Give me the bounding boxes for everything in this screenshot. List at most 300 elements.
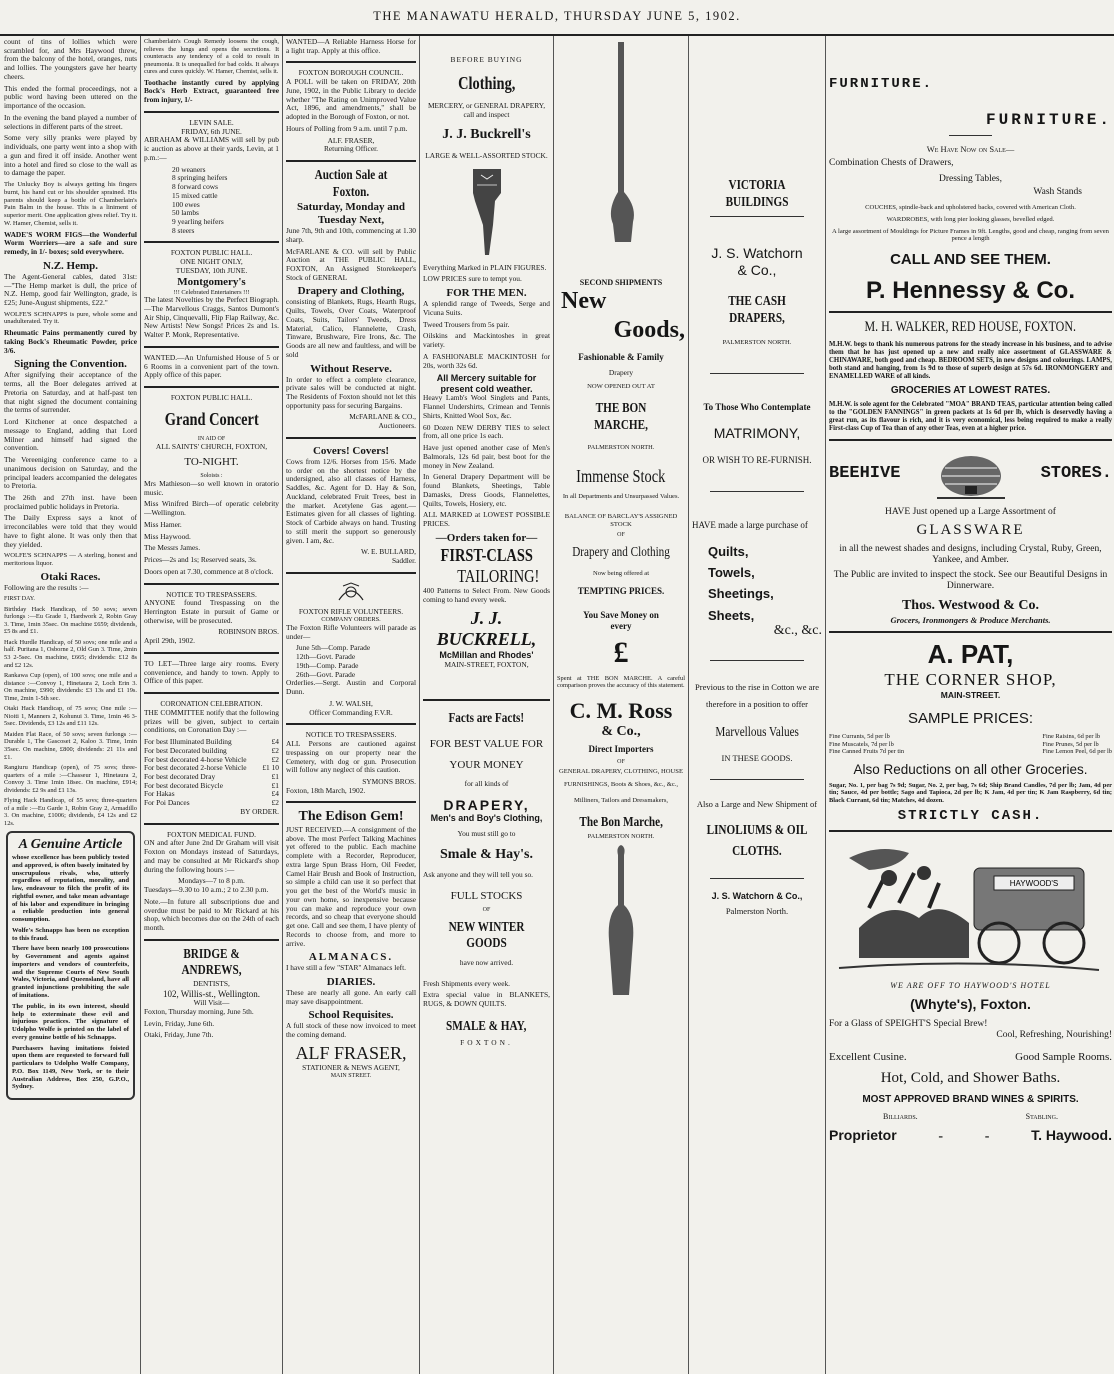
column-rule	[419, 36, 420, 1374]
ad-text: YOUR MONEY	[449, 758, 524, 771]
prize-amount: £4	[271, 789, 279, 799]
list-item: 8 forward cows	[172, 182, 218, 192]
ad-text: BALANCE OF BARCLAY'S ASSIGNED STOCK	[564, 512, 678, 528]
ad-heading: Thos. Westwood & Co.	[901, 598, 1040, 614]
ad-heading: FOXTON PUBLIC HALL.	[170, 248, 253, 258]
ad-text: Levin, Friday, June 6th.	[144, 1018, 215, 1028]
ad-subheading: COMPANY ORDERS.	[321, 616, 381, 624]
ad-subheading: every	[610, 620, 632, 631]
article-text: The Daily Express says a knot of irreconcilables were told that they would have to fight alone. It was only then that they yielded.	[4, 513, 137, 549]
divider	[144, 583, 279, 585]
race-result: Rangiuru Handicap (open), of 75 sovs; three-quarters of a mile :—Chasseur 1, Hinetaura 2, Convoy 3. Time 1min 18sec. On machine, £914; dividends: £2 9s and £1 13s.	[4, 764, 137, 794]
ad-text: FOXTON.	[460, 1038, 513, 1048]
divider	[710, 216, 804, 217]
ad-heading: CORONATION CELEBRATION.	[160, 699, 263, 709]
ad-heading: NOTICE TO TRESPASSERS.	[305, 730, 397, 740]
list-item: 15 mixed cattle	[172, 190, 218, 200]
ad-text: have now arrived.	[459, 957, 514, 967]
divider	[829, 830, 1112, 832]
divider	[710, 660, 804, 661]
ad-heading	[286, 168, 416, 201]
ad-text: Chamberlain's Cough Remedy loosens the cough, relieves the lungs and opens the secretions. It counteracts any tendency of a cold to result in pneumonia. It is unequalled for bad colds. It always cures and cures quickly. W. Hamer, Chemist, sells it.	[144, 38, 279, 76]
facts-heading: Facts are Facts!	[448, 711, 525, 727]
ad-heading: J. S. Watchorn	[711, 245, 803, 262]
ad-subheading: Direct Importers	[588, 744, 654, 755]
ad-heading	[423, 920, 550, 953]
divider	[829, 439, 1112, 441]
feature: Billiards.	[883, 1111, 918, 1121]
ad-heading: Goods,	[613, 316, 685, 343]
column-5	[557, 38, 685, 1372]
ad-text: PALMERSTON NORTH.	[587, 833, 655, 841]
ad-heading	[829, 319, 1112, 337]
ad-text: Miss Winifred Birch—of operatic celebrity—Wellington.	[144, 499, 279, 518]
ad-text: FOR BEST VALUE FOR	[429, 738, 544, 750]
ad-text: 60 Dozen NEW DERBY TIES to select from, all one price 1s each.	[423, 422, 550, 441]
ad-text: Previous to the rise in Cotton we are therefore in a position to offer	[695, 681, 819, 709]
ad-signature: ALF. FRASER,	[327, 135, 375, 145]
ad-text: JUST RECEIVED.—A consignment of the above. The most Perfect Talking Machines yet offered to the public. Each machine complete with a Recorder, Reproducer, extra large Spun Brass Horn, Oil Feeder, Camel Hair Brush and Book of Instruction, so simple a child can use it so perfect that you get the best of the World's music in your own home, so inexpensive because you can make and reproduce your own records, and so cheap that everyone should get one. Call and see them, I have plenty of Records to choose from, and more to arrive.	[286, 825, 416, 948]
ad-text: The latest Novelties by the Perfect Biograph.—The Marvellous Craggs, Santos Dumont's Air Ship, Cinquevalli, Flip Flap Railway, &c. New Artists! New Songs! Prices 2s and 1s. Walter P. Monk, Representative.	[144, 295, 279, 340]
ad-text: Sugar, No. 1, per bag 7s 9d; Sugar, No. 2, per bag, 7s 6d; Ship Brand Candles, 7d per lb; Jam, 4d per tin; Sauce, 4d per bottle; Sago and Tapioca, 2d per lb; K Jam, 4d per tin; K Jam Raspberry, 6d tin; Black Currant, 6d tin; Matches, 4d dozen.	[829, 781, 1112, 805]
ad-text: You must still go to	[457, 828, 516, 838]
ad-subheading: ONE NIGHT ONLY,	[180, 257, 243, 267]
ad-subheading: Grocers, Ironmongers & Produce Merchants.	[890, 614, 1051, 625]
ad-text: Toothache instantly cured by applying Bock's Herb Extract, guaranteed free from injury, 1/-	[144, 77, 279, 105]
pointing-hand-icon	[467, 165, 507, 260]
ad-heading: Smale & Hay's.	[440, 846, 533, 862]
masthead-text: THE MANAWATU HERALD, THURSDAY JUNE 5, 1902.	[373, 9, 741, 23]
ad-heading: LEVIN SALE.	[189, 117, 234, 127]
ad-heading	[557, 466, 685, 487]
list-item: 26th—Govt. Parade	[296, 669, 356, 679]
ad-text: ABRAHAM & WILLIAMS will sell by pub ic auction as above at their yards, Levin, at 1 p.m.:—	[144, 135, 279, 162]
ad-text: THE COMMITTEE notify that the following prizes will be given, subject to certain conditions, on Coronation Day :—	[144, 707, 279, 735]
ad-heading: SAMPLE PRICES:	[907, 709, 1034, 727]
ad-text: Miss Hamer.	[144, 519, 182, 529]
article-text: The Agent-General cables, dated 31st:—"The Hemp market is dull, the price of N.Z. Hemp, good fair Wellington, grade, is £25; June-August shipments, £22."	[4, 271, 137, 307]
ad-text: Mrs Mathieson—so well known in oratorio music.	[144, 478, 279, 497]
ad-text: WOLFE'S SCHNAPPS is pure, whole some and unadulterated. Try it.	[4, 310, 137, 326]
divider	[710, 878, 804, 879]
prize-label: For Hakas	[144, 789, 175, 799]
immense-stock-heading: Immense Stock	[576, 465, 666, 486]
ad-text: A large assortment of Mouldings for Picture Frames in 9ft. Lengths, good and cheap, ranging from seven pence a length	[832, 227, 1109, 243]
article-text: Lord Kitchener at once despatched a message to England, adding that Lord Milner and himself had signed the convention.	[4, 417, 137, 453]
ad-heading	[423, 73, 550, 94]
column-rule	[553, 36, 554, 1374]
ad-text: Otaki, Friday, June 7th.	[144, 1030, 214, 1040]
ad-signature: ROBINSON BROS.	[218, 627, 279, 637]
ad-text: The Unlucky Boy is always getting his fingers burnt, his hand cut or his shoulder sprained. His parents should keep a bottle of Chamberlain's Pain Balm in the house. This is a liniment of superior merit. One application gives relief. Try it. W. Hamer, Chemist, sells it.	[4, 181, 137, 227]
ad-subheading: Without Reserve.	[310, 362, 392, 375]
tailoring-heading: TAILORING!	[457, 565, 540, 586]
ad-text: Spent at THE BON MARCHE. A careful comparison proves the accuracy of this statement.	[557, 674, 685, 690]
hotel-features	[829, 1051, 1112, 1064]
price-item: Fine Currants, 5d per lb	[829, 733, 890, 741]
ad-text: June 7th, 9th and 10th, commencing at 1.30 sharp.	[286, 226, 416, 244]
ad-text: PALMERSTON NORTH.	[587, 444, 655, 452]
ad-text: Note.—In future all subscriptions due and overdue must be paid to Mr Rickard at his shop, which becomes due on the 24th of each month.	[144, 896, 279, 933]
ad-text: WANTED.—An Unfurnished House of 5 or 6 Rooms in a convenient part of the town. Apply office of this paper.	[144, 352, 279, 380]
ad-text: consisting of Blankets, Rugs, Hearth Rugs, Quilts, Towels, Over Coats, Waterproof Coats, Suits, Tailors' Tweeds, Dress Material, Calico, Flannelette, Crash, Tinware, Brushware, Fire Irons, &c. The Goods are all new and faultless, and will be sold	[286, 297, 416, 359]
ad-text: In General Drapery Department will be found Blankets, Sheetings, Table Damasks, Dress Goods, Flannelettes, Quilts, Towels, Hosiery, etc.	[423, 472, 550, 508]
ad-text: The Foxton Rifle Volunteers will parade as under—	[286, 623, 416, 641]
masthead	[0, 0, 1114, 36]
race-result: Maiden Flat Race, of 50 sovs; seven furlongs :—Durable 1, The Gascoset 2, Kaloo 3. Time, 1min 35sec. On machine, £800; dividends: 21 11s and £1.	[4, 730, 137, 761]
ad-text: Oilskins and Mackintoshes in great variety.	[423, 331, 550, 350]
proprietor-label: Proprietor	[829, 1127, 897, 1144]
column-1	[4, 38, 137, 1372]
column-rule	[140, 36, 141, 1374]
smale-hay-heading: SMALE & HAY,	[446, 1018, 527, 1034]
proprietor-line	[829, 1127, 1112, 1146]
ad-subheading: ALMANACS.	[308, 951, 394, 964]
feature: Stabling.	[1025, 1111, 1058, 1121]
prize-label: For best decorated Dray	[144, 772, 216, 781]
pound-sign-icon: £	[613, 636, 629, 670]
ad-date: Foxton, 18th March, 1902.	[286, 785, 366, 795]
ad-text: Tuesdays—9.30 to 10 a.m.; 2 to 2.30 p.m.	[144, 885, 269, 895]
ad-subheading: TUESDAY, 10th JUNE.	[175, 265, 248, 275]
prize-amount: £2	[271, 754, 279, 764]
ad-text: The Messrs James.	[144, 543, 201, 553]
ad-heading: &c., &c.	[773, 623, 822, 639]
ad-heading	[144, 409, 279, 430]
ad-text: M.H.W. is sole agent for the Celebrated "MOA" BRAND TEAS, particular attention being called to the "GOLDEN FANNINGS" in green packets at 1s 6d per lb, which is deservedly having a great run, as its flavour is rich, and it is very economical, less being required to make a really First-class Cup of Tea than of any other Teas, even at a higher price.	[829, 400, 1112, 432]
ad-text: Miss Haywood.	[144, 531, 191, 541]
ad-text: McFARLANE & CO. will sell by Public Auction at THE PUBLIC HALL, FOXTON, An Assigned Storekeeper's Stock of GENERAL	[286, 246, 416, 282]
ad-text: WANTED—A Reliable Harness Horse for a light trap. Apply at this office.	[286, 38, 416, 55]
list-item: 8 steers	[172, 225, 195, 235]
race-result: Birthday Hack Handicap, of 50 sovs; seven furlongs :—Eu Grade 1, Hardwork 2, Robin Gray 3. Time, 1min 35sec. On machine £659; dividends, £5 8s and £1.	[4, 605, 137, 636]
divider	[144, 939, 279, 941]
ad-text: Orderlies.—Sergt. Austin and Corporal Dunn.	[286, 678, 416, 697]
cash-drapers-heading: THE CASH DRAPERS,	[728, 294, 786, 326]
sample-prices	[829, 733, 1112, 756]
ad-text: Mondays—7 to 8 p.m.	[178, 876, 245, 886]
ad-text: MAIN STREET.	[330, 1072, 372, 1079]
prize-label: For Poi Dances	[144, 798, 190, 808]
ad-heading: DRAPERY,	[443, 796, 530, 813]
section-heading: N.Z. Hemp.	[43, 259, 98, 272]
race-result: Flying Hack Handicap, of 55 sovs; three-quarters of a mile :—Eu Garde 1, Robin Gray 2, Armadillo 3. On machine, £1006; dividends, £4 12s and £2 12s.	[4, 797, 137, 827]
pointing-hand-icon	[601, 845, 641, 995]
ad-heading	[423, 1019, 550, 1036]
prize-amount: £1	[271, 780, 279, 790]
ad-text: FULL STOCKS	[450, 889, 523, 902]
ad-heading: New	[561, 288, 607, 315]
coach-illustration-icon	[829, 838, 1112, 988]
ad-text: A full stock of these now invoiced to meet the coming demand.	[286, 1021, 416, 1040]
column-rule	[825, 36, 826, 1374]
ad-text: OF	[617, 532, 625, 539]
feature: Good Sample Rooms.	[1015, 1051, 1112, 1064]
ad-text: The public, in its own interest, should help to exterminate these evil and injurious practices. The signature of Udolpho Wolfe is printed on the label of every genuine bottle of his Schnapps.	[12, 1002, 129, 1041]
price-item: Fine Muscatels, 7d per lb	[829, 740, 894, 748]
price-item: Fine Raisins, 6d per lb	[1042, 733, 1101, 741]
ad-heading: FOXTON MEDICAL FUND.	[167, 829, 256, 839]
divider	[144, 241, 279, 243]
section-heading: Signing the Convention.	[14, 358, 127, 371]
coach-sign: HAYWOOD'S	[1009, 879, 1059, 889]
ad-text: Prices—2s and 1s; Reserved seats, 3s.	[144, 555, 257, 565]
list-item: 12th—Govt. Parade	[296, 652, 356, 662]
divider	[286, 160, 416, 162]
ad-signature: McFARLANE & CO.,	[349, 412, 416, 422]
column-7	[829, 38, 1112, 1372]
ad-heading	[144, 947, 279, 980]
ad-text: Rheumatic Pains permanently cured by taking Bock's Rheumatic Powder, price 3/6.	[4, 328, 137, 355]
clothing-heading: Clothing,	[457, 72, 516, 93]
dentists-name: BRIDGE & ANDREWS,	[181, 946, 242, 979]
genuine-article-ad	[6, 831, 135, 1100]
ad-heading: STRICTLY CASH.	[897, 807, 1044, 824]
divider	[286, 801, 416, 803]
ad-text: SECOND SHIPMENTS	[579, 278, 663, 287]
ad-subheading: Saturday, Monday and Tuesday Next,	[297, 201, 405, 227]
ad-signature: J. W. WALSH,	[329, 698, 373, 708]
ad-heading: A Genuine Article	[18, 837, 123, 853]
ad-text: A POLL will be taken on FRIDAY, 20th June, 1902, in the Public Library to decide whether "The Rating on Unimproved Value Act, 1896, and amendments," shall be adopted in the Borough of Foxton, or not.	[286, 77, 416, 122]
divider	[144, 652, 279, 654]
ad-text: Cows from 12/6. Horses from 15/6. Made to order on the shortest notice by the undersigned, also all classes of Harness, Saddles, &c. Agent for D. Hay & Son, Auckland, celebrated Fruit Trees, best in the market. Acetylene Gas agent.—Estimates given for all classes of lighting. Stock of Carbide always on hand. Trusting to still merit the support so generously given. I am, &c.	[286, 456, 416, 545]
ad-text: Cool, Refreshing, Nourishing!	[996, 1029, 1112, 1040]
prize-amount: £2	[271, 745, 279, 755]
ad-text: MAIN-STREET, FOXTON,	[444, 659, 529, 669]
ad-text: Extra special value in BLANKETS, RUGS, & DOWN QUILTS.	[423, 990, 550, 1009]
ad-text: whose excellence has been publicly tested and approved, is often basely imitated by unscrupulous rivals, who, utterly regardless of reputation, morality, and law, endeavour to filch the profit of its rightful owner, and take mean advantage of his labor and expenditure in bringing a reliable production into general consumption.	[12, 853, 129, 924]
ad-text: Purchasers having imitations foisted upon them are requested to forward full particulars to Udolpho Wolfe Company, P.O. Box 1149, New York, or to their Australian Address, Box 250, G.P.O., Sydney.	[12, 1044, 129, 1091]
ad-subheading: J. S. Watchorn & Co.,	[711, 891, 803, 902]
ad-text: Dressing Tables,	[938, 173, 1002, 184]
ad-heading: FURNITURE.	[985, 110, 1112, 129]
ad-subheading: Drapery and Clothing,	[297, 285, 405, 298]
ad-heading: Also Reductions on all other Groceries.	[853, 762, 1088, 777]
divider	[286, 61, 416, 63]
ad-text: Drapery	[608, 367, 634, 377]
ad-text: 102, Willis-st., Wellington.	[162, 988, 261, 999]
concert-title: Grand Concert	[164, 408, 259, 429]
ad-heading: Quilts,	[708, 543, 749, 559]
separator: -	[984, 1129, 990, 1145]
drapery-clothing-heading: Drapery and Clothing	[572, 545, 670, 561]
ad-subheading: School Requisites.	[308, 1009, 394, 1022]
ad-subheading: MAIN-STREET.	[940, 689, 1001, 700]
prize-label: For best Decorated building	[144, 745, 227, 755]
list-item: June 5th—Comp. Parade	[296, 643, 371, 653]
ad-signature: Officer Commanding F.V.R.	[309, 707, 393, 717]
price-item: Fine Canned Fruits 7d per tin	[829, 748, 905, 756]
ad-heading: FOXTON BOROUGH COUNCIL.	[298, 68, 404, 78]
ad-subheading: FRIDAY, 6th JUNE.	[181, 126, 242, 136]
ad-text: Soloists :	[200, 472, 223, 479]
prize-amount: £2	[271, 798, 279, 808]
ad-text: Combination Chests of Drawers,	[829, 158, 954, 169]
ad-heading: STORES.	[1040, 463, 1112, 483]
ad-text: The Public are invited to inspect the stock. See our Beautiful Designs in Dinnerware.	[833, 570, 1108, 592]
divider	[286, 572, 416, 574]
ad-heading: CALL AND SEE THEM.	[890, 251, 1051, 269]
livestock-list	[144, 166, 279, 236]
ad-heading: A. PAT,	[927, 638, 1014, 669]
ad-subheading: Fashionable & Family	[578, 352, 664, 363]
list-item: 20 weaners	[172, 164, 206, 174]
ad-heading: BEEHIVE	[829, 463, 901, 483]
ad-heading: Sheets,	[708, 607, 755, 623]
ad-signature: Saddler.	[391, 555, 416, 565]
prize-label: For best decorated Bicycle	[144, 780, 224, 790]
first-class-heading: FIRST-CLASS	[440, 544, 533, 565]
ad-heading	[557, 401, 685, 434]
ad-heading: P. Hennessy & Co.	[866, 276, 1075, 304]
ad-heading	[692, 823, 822, 840]
ad-heading: GLASSWARE	[916, 521, 1025, 538]
ad-heading: J. J. Buckrell's	[442, 127, 531, 143]
ad-heading	[692, 844, 822, 861]
pointing-hand-icon	[601, 42, 641, 262]
ad-heading: C. M. Ross	[569, 697, 673, 723]
list-item: 50 lambs	[172, 208, 199, 218]
article-text: After signifying their acceptance of the terms, all the Boer delegates arrived at Pretoria on Saturday, and at half-past ten that night signed the document containing the terms of surrender.	[4, 370, 137, 415]
list-item: 100 ewes	[172, 199, 200, 209]
ad-text: Heavy Lamb's Wool Singlets and Pants, Flannel Undershirts, Crimean and Tennis Shirts, Knitted Wool Sox, &c.	[423, 393, 550, 420]
ad-subheading: STATIONER & NEWS AGENT,	[302, 1063, 400, 1073]
ad-text: A splendid range of Tweeds, Serge and Vicuna Suits.	[423, 299, 550, 317]
ad-text: LOW PRICES sure to tempt you.	[423, 274, 522, 284]
column-3	[286, 38, 416, 1372]
bon-marche-heading-2: The Bon Marche,	[579, 814, 663, 830]
article-text: The Vereeniging conference came to a unanimous decision on Saturday, and the principal leaders accompanied the delegates to Pretoria.	[4, 455, 137, 491]
ad-heading	[557, 545, 685, 562]
ad-text: We Have Now on Sale—	[926, 144, 1015, 155]
ad-heading: Sheetings,	[708, 586, 774, 602]
ad-signature: BY ORDER.	[240, 806, 279, 816]
ad-heading: FOXTON RIFLE VOLUNTEERS.	[298, 606, 404, 616]
auction-title: Auction Sale at Foxton.	[314, 168, 388, 200]
ad-heading: Covers! Covers!	[312, 444, 390, 457]
ad-subheading: TEMPTING PRICES.	[577, 585, 665, 596]
ad-text: Fresh Shipments every week.	[423, 978, 511, 988]
prize-label: For best Illuminated Building	[144, 737, 232, 747]
list-item: 19th—Comp. Parade	[296, 660, 359, 670]
ad-heading: (Whyte's), Foxton.	[910, 996, 1031, 1013]
ad-heading: THE CORNER SHOP,	[884, 669, 1057, 689]
list-item: 9 yearling heifers	[172, 217, 224, 227]
price-item: Fine Prunes, 5d per lb	[1042, 740, 1099, 748]
ad-text: 400 Patterns to Select From. New Goods coming to hand every week.	[423, 586, 550, 604]
ad-heading: J. J. BUCKRELL,	[436, 607, 537, 649]
ad-text: IN THESE GOODS.	[721, 753, 793, 764]
divider	[144, 823, 279, 825]
prize-amount: £1	[271, 772, 279, 781]
race-result: Hack Hurdle Handicap, of 50 sovs; one mile and a half. Puritana 1, Osborne 2, Old Gun 3. Time, 2min 53 2-5sec. On machine, £665; dividends: £12 8s and £2 12s.	[4, 638, 137, 669]
ad-subheading: TO-NIGHT.	[184, 455, 239, 468]
ad-heading: The Edison Gem!	[298, 809, 404, 825]
ad-text: Also a Large and New Shipment of	[696, 799, 818, 810]
ad-heading	[692, 725, 822, 742]
ad-text: LARGE & WELL-ASSORTED STOCK.	[425, 150, 548, 160]
prize-label: For best decorated 4-horse Vehicle	[144, 754, 247, 764]
ad-subheading: You Save Money on	[583, 610, 659, 621]
ad-text: Now being offered at	[592, 569, 650, 577]
victoria-heading: VICTORIA BUILDINGS	[725, 178, 789, 210]
ad-text: Have just opened another case of Men's Balmorals, 12s 6d pair, best boot for the money in New Zealand.	[423, 443, 550, 470]
section-heading: Otaki Races.	[40, 570, 101, 583]
column-6	[692, 38, 822, 1372]
ad-text: OR WISH TO RE-FURNISH.	[702, 454, 812, 465]
column-4	[423, 38, 550, 1372]
bon-marche-heading: THE BON MARCHE,	[594, 401, 648, 433]
ad-text: Wolfe's Schnapps has been no exception to this fraud.	[12, 926, 129, 942]
linoliums-heading: LINOLIUMS & OIL	[706, 823, 808, 839]
feature: Excellent Cusine.	[829, 1051, 907, 1064]
ad-text: ON and after June 2nd Dr Graham will visit Foxton on Mondays instead of Saturdays, and may be consulted at Mr Rickard's shop during the following hours :—	[144, 838, 279, 874]
ad-text: Everything Marked in PLAIN FIGURES.	[423, 262, 547, 272]
ad-text: OF	[482, 906, 491, 913]
ad-heading	[423, 711, 550, 728]
divider	[144, 386, 279, 388]
ad-text: A FASHIONABLE MACKINTOSH for 20s, worth 32s 6d.	[423, 351, 550, 370]
article-text: This ended the formal proceedings, not a public word having been uttered on the importance of the occasion.	[4, 83, 137, 111]
ad-subheading: FOR THE MEN.	[446, 287, 527, 300]
ad-heading: & Co.,	[737, 261, 777, 278]
divider	[144, 111, 279, 113]
divider	[949, 135, 992, 136]
ad-subheading: McMillan and Rhodes'	[439, 650, 534, 661]
article-text: FIRST DAY.	[4, 595, 35, 602]
proprietor-name: T. Haywood.	[1031, 1127, 1112, 1144]
crest-icon	[331, 580, 371, 604]
ad-text: Will Visit—	[193, 998, 230, 1008]
ad-heading: NOTICE TO TRESPASSERS.	[166, 589, 257, 599]
ad-text: There have been nearly 100 prosecutions by Government and agents against importers and vendors of counterfeits, and the Supreme Courts of New South Wales, Victoria, and Queensland, have all granted injunctions prohibiting the sale of imitations.	[12, 945, 129, 999]
ad-subheading: All Mercery suitable for present cold weather.	[436, 373, 537, 394]
ad-heading	[557, 815, 685, 832]
ad-text: MERCERY, or GENERAL DRAPERY, call and inspect	[427, 100, 546, 119]
article-text: The 26th and 27th inst. have been proclaimed public holidays in Pretoria.	[4, 492, 137, 511]
ad-text: ANYONE found Trespassing on the Herrington Estate in pursuit of Game or otherwise, will be prosecuted.	[144, 598, 279, 625]
ad-text: I have still a few "STAR" Almanacs left.	[286, 963, 406, 973]
prize-label: For best decorated 2-horse Vehicle	[144, 763, 247, 773]
ad-subheading: !!! Celebrated Entertainers !!!	[173, 288, 250, 296]
ad-text: For a Glass of SPEIGHT'S Special Brew!	[829, 1018, 988, 1029]
beehive-icon	[931, 448, 1011, 500]
ad-text: ALL MARKED at LOWEST POSSIBLE PRICES.	[423, 510, 550, 529]
ad-subheading: DENTISTS,	[193, 978, 230, 988]
ad-text: TO LET—Three large airy rooms. Every convenience, and handy to town. Apply to Office of this paper.	[144, 658, 279, 686]
divider	[286, 723, 416, 725]
ad-heading	[423, 566, 550, 587]
ad-heading	[692, 178, 822, 211]
ad-signature: Returning Officer.	[323, 144, 379, 154]
ad-date: April 29th, 1902.	[144, 636, 195, 646]
prices-left	[829, 733, 904, 756]
ad-subheading: DIARIES.	[326, 975, 376, 988]
hotel-features	[829, 1112, 1112, 1121]
ad-heading: Towels,	[708, 565, 755, 581]
beehive-banner	[829, 447, 1112, 501]
ad-text: OF	[617, 759, 625, 766]
column-rule	[282, 36, 283, 1374]
divider	[829, 311, 1112, 313]
ad-text: Hours of Polling from 9 a.m. until 7 p.m.	[286, 123, 408, 133]
ad-subheading: Men's and Boy's Clothing,	[430, 813, 543, 824]
ad-heading	[423, 545, 550, 566]
column-2	[144, 38, 279, 1372]
ad-heading: ALF FRASER,	[295, 1042, 407, 1063]
ad-text: for all kinds of	[464, 778, 509, 788]
